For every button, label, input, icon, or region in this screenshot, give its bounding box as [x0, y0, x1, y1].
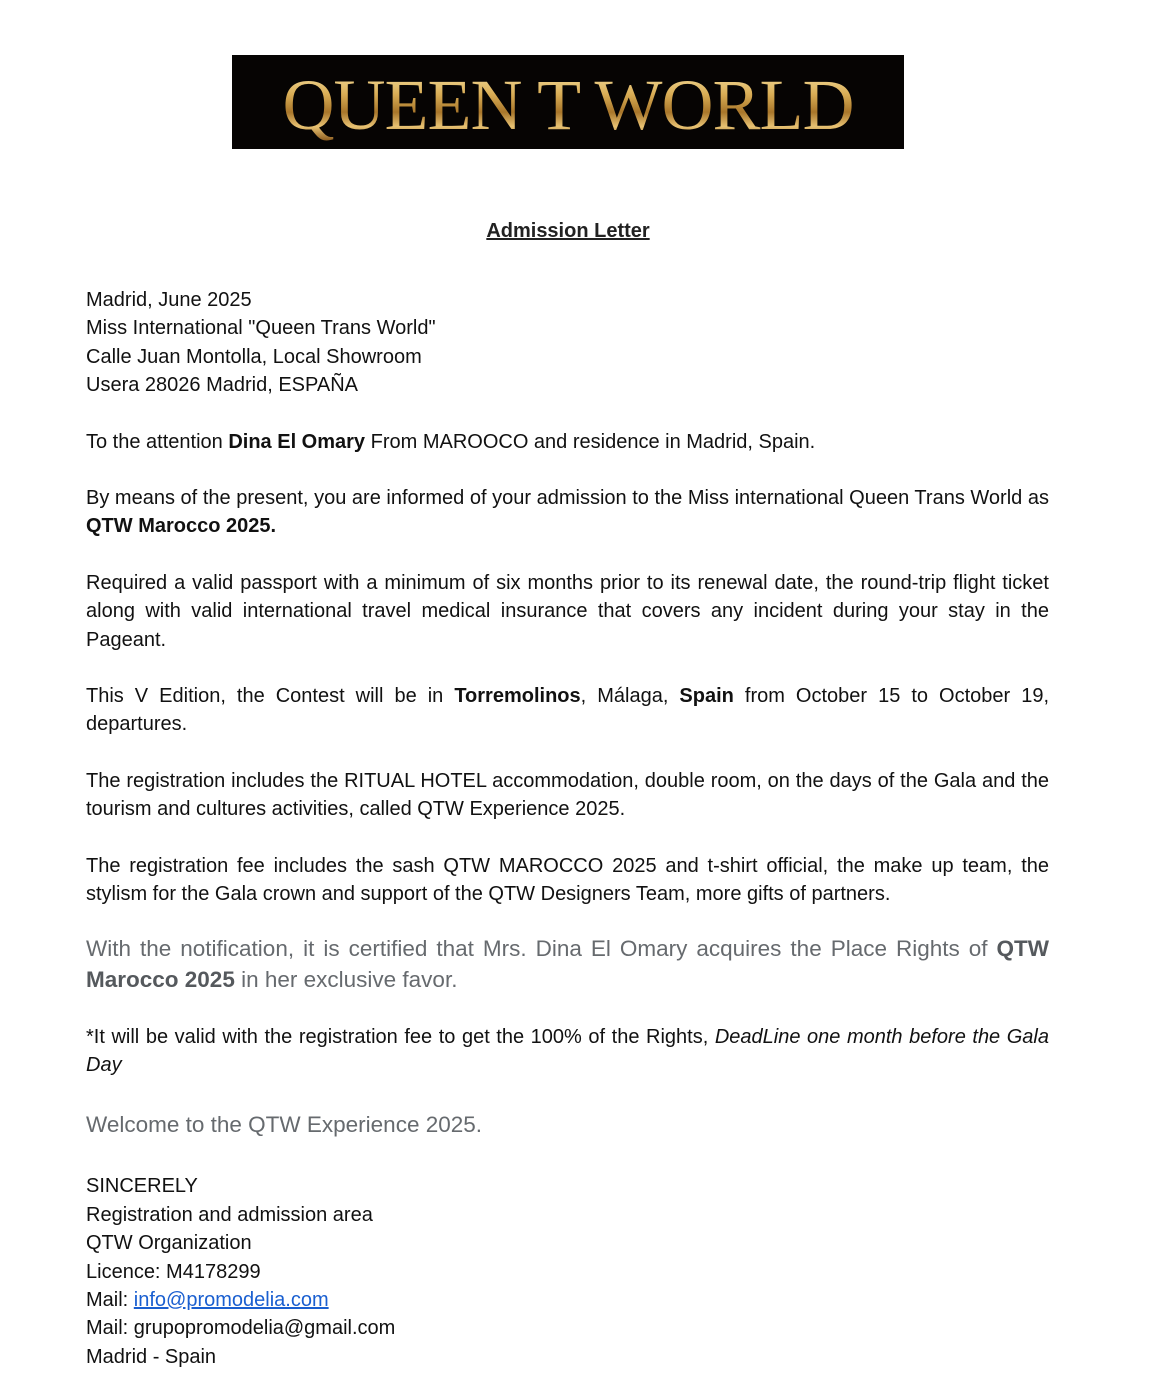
- address-line-organization: Miss International "Queen Trans World": [86, 317, 436, 340]
- welcome-paragraph: Welcome to the QTW Experience 2025.: [86, 1112, 483, 1138]
- certification-text: With the notification, it is certified that Mrs. Dina El Omary acquires the Place Rights of: [86, 935, 997, 961]
- admission-title: QTW Marocco 2025.: [86, 515, 277, 538]
- edition-country: Spain: [679, 685, 734, 708]
- signature-licence: Licence: M4178299: [86, 1260, 261, 1283]
- attention-prefix: To the attention: [86, 430, 229, 453]
- note-asterisk: *: [86, 1025, 94, 1048]
- attention-paragraph: [86, 428, 1049, 456]
- edition-text-1: This V Edition, the Contest will be in: [86, 685, 455, 708]
- letter-body: [86, 286, 1049, 1371]
- requirements-paragraph: Required a valid passport with a minimum of six months prior to its renewal date, the round-trip flight ticket along with valid international travel medical insurance that covers any incident during your stay in the Pageant.: [86, 571, 1049, 651]
- address-line-date: Madrid, June 2025: [86, 289, 252, 311]
- edition-paragraph: [86, 682, 1049, 739]
- edition-text-3: from October 15 to October 19, departures.: [86, 685, 1050, 736]
- certification-title: QTW Marocco 2025: [86, 935, 1049, 992]
- fee-paragraph: The registration fee includes the sash QTW MAROCCO 2025 and t-shirt official, the make up team, the stylism for the Gala crown and support of the QTW Designers Team, more gifts of partners.: [86, 854, 1049, 906]
- note-text: It will be valid with the registration fee to get the 100% of the Rights,: [93, 1025, 715, 1048]
- signature-organization: QTW Organization: [86, 1232, 252, 1255]
- signature-department: Registration and admission area: [86, 1203, 373, 1226]
- signature-closing: SINCERELY: [86, 1175, 198, 1198]
- address-line-city: Usera 28026 Madrid, ESPAÑA: [86, 374, 358, 397]
- note-paragraph: [86, 1023, 1049, 1080]
- queen-t-world-logo-banner: [232, 55, 904, 149]
- signature-mail-1: [86, 1286, 1049, 1314]
- admission-text: By means of the present, you are informed of your admission to the Miss international Queen Trans World as: [86, 487, 1049, 510]
- recipient-name: Dina El Omary: [228, 430, 366, 453]
- attention-suffix: From MAROOCO and residence in Madrid, Spain.: [365, 430, 816, 453]
- address-line-street: Calle Juan Montolla, Local Showroom: [86, 345, 422, 368]
- letter-title: Admission Letter: [486, 220, 650, 242]
- email-link[interactable]: info@promodelia.com: [133, 1288, 329, 1311]
- edition-text-2: , Málaga,: [580, 685, 680, 708]
- admission-paragraph: [86, 484, 1049, 541]
- certification-suffix: in her exclusive favor.: [234, 966, 458, 992]
- edition-city: Torremolinos: [454, 685, 581, 708]
- mail-1-label: Mail:: [86, 1288, 134, 1311]
- signature-location: Madrid - Spain: [86, 1345, 217, 1368]
- logo-text: QUEEN T WORLD: [282, 65, 854, 145]
- signature-block: [86, 1172, 1049, 1371]
- registration-paragraph: The registration includes the RITUAL HOTEL accommodation, double room, on the days of the Gala and the tourism and cultures activities, called QTW Experience 2025.: [86, 769, 1049, 821]
- signature-mail-2: Mail: grupopromodelia@gmail.com: [86, 1317, 396, 1340]
- note-deadline: DeadLine one month before the Gala Day: [86, 1025, 1049, 1076]
- certification-paragraph: [86, 933, 1049, 995]
- address-block: [86, 286, 1049, 400]
